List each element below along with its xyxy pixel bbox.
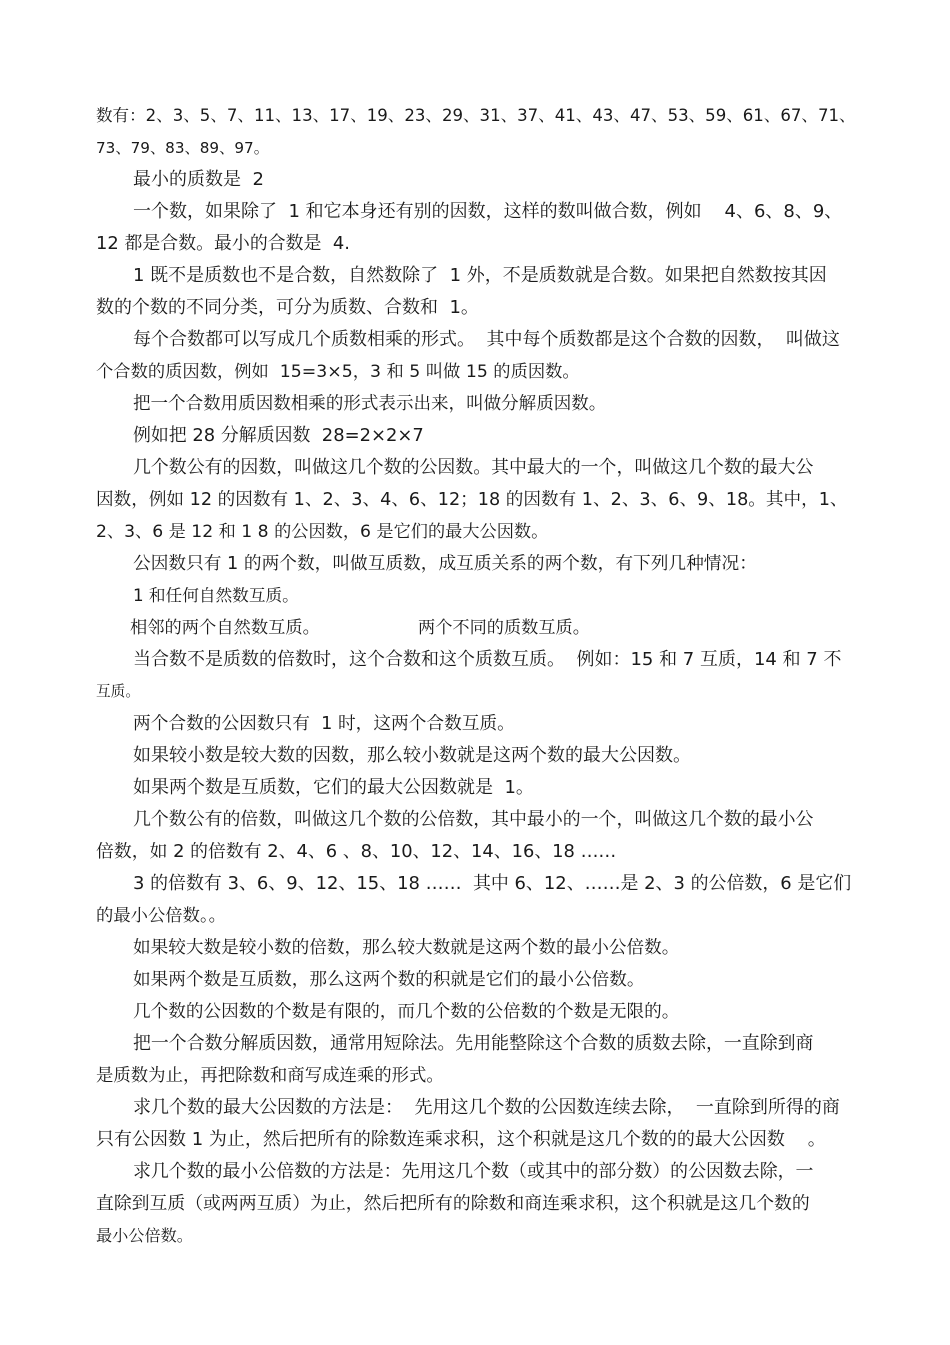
text-line: 直除到互质（或两两互质）为止，然后把所有的除数和商连乘求积，这个积就是这几个数的 <box>96 1193 810 1214</box>
text-line: 12 都是合数。最小的合数是 4. <box>96 233 350 254</box>
text-line: 互质。 <box>96 683 140 700</box>
text-line: 例如把 28 分解质因数 28=2×2×7 <box>133 425 424 446</box>
text-line: 每个合数都可以写成几个质数相乘的形式。 其中每个质数都是这个合数的因数， 叫做这 <box>133 329 840 350</box>
text-line: 求几个数的最小公倍数的方法是：先用这几个数（或其中的部分数）的公因数去除，一 <box>133 1161 814 1182</box>
text-line: 两个合数的公因数只有 1 时，这两个合数互质。 <box>133 714 515 734</box>
text-line: 因数，例如 12 的因数有 1、2、3、4、6、12；18 的因数有 1、2、3、6、9、18。其中，1、 <box>96 490 848 510</box>
text-line: 最小的质数是 2 <box>133 169 264 190</box>
text-line: 73、79、83、89、97。 <box>96 139 269 157</box>
text-line: 几个数的公因数的个数是有限的，而几个数的公倍数的个数是无限的。 <box>133 1002 680 1022</box>
text-line: 如果较小数是较大数的因数，那么较小数就是这两个数的最大公因数。 <box>133 745 691 766</box>
text-line: 几个数公有的倍数，叫做这几个数的公倍数，其中最小的一个，叫做这几个数的最小公 <box>133 809 814 830</box>
text-line: 求几个数的最大公因数的方法是： 先用这几个数的公因数连续去除， 一直除到所得的商 <box>133 1097 840 1118</box>
text-line: 的最小公倍数。。 <box>96 906 226 926</box>
text-line: 个合数的质因数，例如 15=3×5，3 和 5 叫做 15 的质因数。 <box>96 362 580 382</box>
text-line: 2、3、6 是 12 和 1 8 的公因数，6 是它们的最大公因数。 <box>96 522 549 542</box>
text-line: 一个数，如果除了 1 和它本身还有别的因数，这样的数叫做合数，例如 4、6、8、9、 <box>133 201 843 222</box>
text-line: 数有：2、3、5、7、11、13、17、19、23、29、31、37、41、43、47、53、59、61、67、71、 <box>96 106 856 125</box>
text-line: 当合数不是质数的倍数时，这个合数和这个质数互质。 例如：15 和 7 互质，14 和 7 不 <box>133 649 842 670</box>
text-line: 1 和任何自然数互质。 <box>133 586 299 605</box>
text-line: 1 既不是质数也不是合数，自然数除了 1 外，不是质数就是合数。如果把自然数按其因 <box>133 265 827 286</box>
text-line: 两个不同的质数互质。 <box>418 618 590 638</box>
text-line: 3 的倍数有 3、6、9、12、15、18 …… 其中 6、12、……是 2、3 的公倍数，6 是它们 <box>133 873 852 894</box>
text-line: 数的个数的不同分类，可分为质数、合数和 1。 <box>96 297 479 318</box>
text-line: 几个数公有的因数，叫做这几个数的公因数。其中最大的一个，叫做这几个数的最大公 <box>133 457 814 478</box>
text-line: 把一个合数分解质因数，通常用短除法。先用能整除这个合数的质数去除，一直除到商 <box>133 1033 814 1054</box>
text-line: 只有公因数 1 为止，然后把所有的除数连乘求积，这个积就是这几个数的的最大公因数 。 <box>96 1129 826 1150</box>
text-line: 把一个合数用质因数相乘的形式表示出来，叫做分解质因数。 <box>133 394 607 414</box>
text-line: 是质数为止，再把除数和商写成连乘的形式。 <box>96 1066 444 1086</box>
text-line: 最小公倍数。 <box>96 1226 193 1245</box>
text-line: 倍数，如 2 的倍数有 2、4、6 、8、10、12、14、16、18 …… <box>96 841 617 862</box>
text-line: 如果两个数是互质数，那么这两个数的积就是它们的最小公倍数。 <box>133 970 645 990</box>
text-line: 相邻的两个自然数互质。 <box>130 618 320 638</box>
text-line: 如果较大数是较小数的倍数，那么较大数就是这两个数的最小公倍数。 <box>133 938 680 958</box>
text-line: 公因数只有 1 的两个数，叫做互质数，成互质关系的两个数，有下列几种情况： <box>133 554 757 574</box>
text-line: 如果两个数是互质数，它们的最大公因数就是 1。 <box>133 777 534 798</box>
